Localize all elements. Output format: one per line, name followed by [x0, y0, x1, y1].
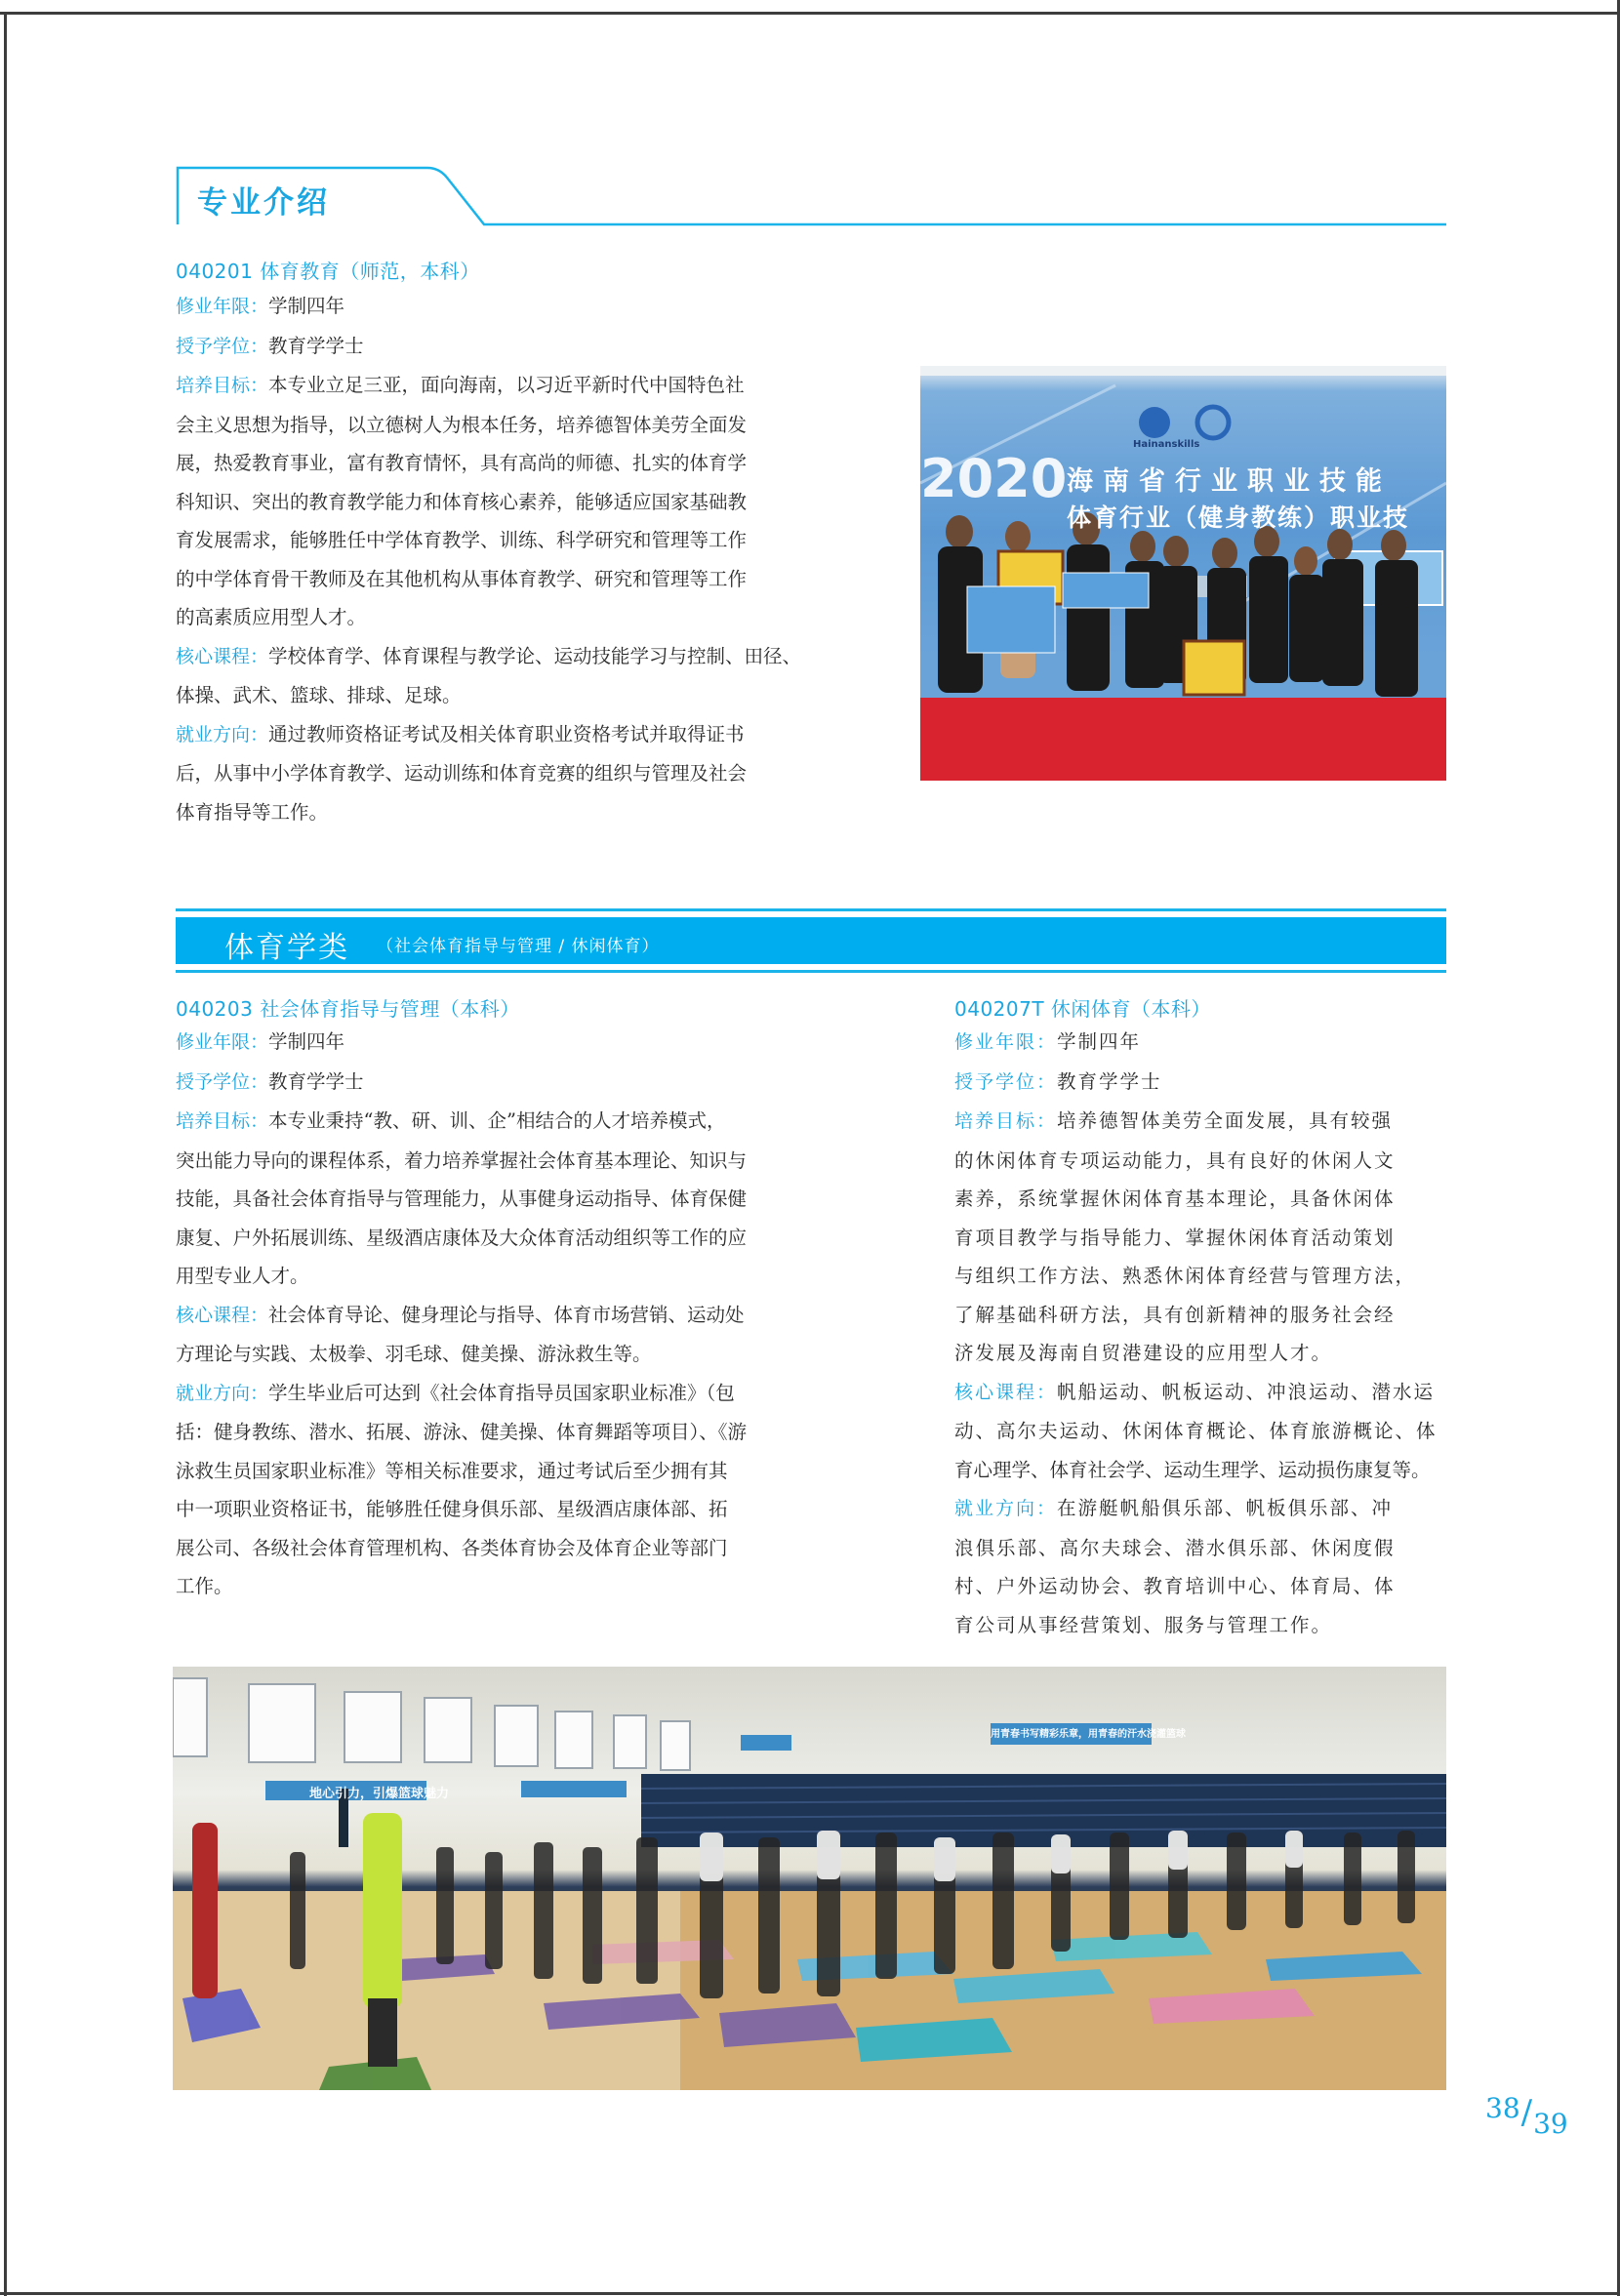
goal-text: 科知识、突出的教育教学能力和体育核心素养，能够适应国家基础教 [176, 490, 748, 513]
courses-text: 育心理学、体育社会学、运动生理学、运动损伤康复等。 [954, 1458, 1431, 1481]
award-photo-banner-line2: 体育行业（健身教练）职业技 [1067, 504, 1410, 532]
page-current: 38 [1485, 2092, 1520, 2124]
goal-text: 用型专业人才。 [176, 1265, 309, 1287]
goal-text: 与组织工作方法、熟悉休闲体育经营与管理方法， [954, 1265, 1417, 1287]
goal-text: 育发展需求，能够胜任中学体育教学、训练、科学研究和管理等工作 [176, 529, 748, 551]
degree-label: 授予学位： [176, 335, 269, 357]
duration-label: 修业年限： [176, 296, 269, 317]
award-photo [920, 366, 1446, 781]
goal-label: 培养目标： [176, 1110, 269, 1132]
goal-text: 的休闲体育专项运动能力，具有良好的休闲人文 [954, 1148, 1396, 1172]
career-text: 括：健身教练、潜水、拓展、游泳、健美操、体育舞蹈等项目）、《游 [176, 1421, 748, 1443]
band-divider-top [176, 908, 1446, 911]
degree-value: 教育学学士 [268, 1069, 364, 1093]
career-text: 在游艇帆船俱乐部、帆板俱乐部、冲 [1057, 1497, 1394, 1519]
courses-text: 学校体育学、体育课程与教学论、运动技能学习与控制、田径、 [268, 644, 802, 667]
degree-label: 授予学位： [176, 1070, 269, 1093]
career-text: 后，从事中小学体育教学、运动训练和体育竞赛的组织与管理及社会 [176, 762, 748, 785]
career-text: 体育指导等工作。 [176, 800, 329, 824]
goal-text: 本专业立足三亚，面向海南，以习近平新时代中国特色社 [268, 374, 745, 396]
goal-text: 展，热爱教育事业，富有教育情怀，具有高尚的师德、扎实的体育学 [176, 452, 748, 474]
major-title: 040207T 休闲体育（本科） [954, 997, 1211, 1021]
courses-text: 社会体育导论、健身理论与指导、体育市场营销、运动处 [268, 1303, 745, 1326]
duration-label: 修业年限： [176, 1031, 269, 1053]
career-text: 村、户外运动协会、教育培训中心、体育局、体 [954, 1575, 1396, 1597]
courses-text: 帆船运动、帆板运动、冲浪运动、潜水运 [1057, 1380, 1436, 1403]
goal-text: 素养，系统掌握休闲体育基本理论，具备休闲体 [954, 1188, 1396, 1210]
page-border-bottom [0, 2292, 1620, 2295]
courses-text: 动、高尔夫运动、休闲体育概论、体育旅游概论、体 [954, 1420, 1438, 1442]
section-header [176, 164, 1446, 226]
band-subtitle: （社会体育指导与管理 / 休闲体育） [377, 937, 660, 956]
duration-value: 学制四年 [1057, 1030, 1142, 1053]
career-text: 泳救生员国家职业标准》等相关标准要求，通过考试后至少拥有其 [176, 1459, 728, 1482]
goal-text: 的中学体育骨干教师及在其他机构从事体育教学、研究和管理等工作 [176, 567, 748, 590]
yoga-photo-illustration-icon [173, 1667, 1446, 2090]
career-label: 就业方向： [954, 1498, 1058, 1519]
degree-value: 教育学学士 [1057, 1069, 1162, 1093]
courses-text: 方理论与实践、太极拳、羽毛球、健美操、游泳救生等。 [176, 1343, 652, 1365]
career-label: 就业方向： [176, 723, 269, 745]
page-border-left [4, 12, 7, 2296]
career-text: 展公司、各级社会体育管理机构、各类体育协会及体育企业等部门 [176, 1536, 728, 1559]
career-text: 通过教师资格证考试及相关体育职业资格考试并取得证书 [268, 722, 745, 745]
goal-text: 技能，具备社会体育指导与管理能力，从事健身运动指导、体育保健 [176, 1188, 748, 1210]
goal-text: 培养德智体美劳全面发展，具有较强 [1057, 1109, 1394, 1132]
goal-text: 本专业秉持“教、研、训、企”相结合的人才培养模式， [268, 1109, 726, 1132]
band-divider-bottom [176, 970, 1446, 973]
page-separator: / [1520, 2093, 1533, 2132]
section-band [176, 917, 1446, 964]
page-total: 39 [1533, 2108, 1568, 2140]
goal-label: 培养目标： [176, 375, 269, 396]
courses-text: 体操、武术、篮球、排球、足球。 [176, 684, 462, 706]
courses-label: 核心课程： [176, 1304, 269, 1326]
goal-text: 突出能力导向的课程体系，着力培养掌握社会体育基本理论、知识与 [176, 1148, 748, 1172]
degree-label: 授予学位： [954, 1070, 1058, 1093]
duration-label: 修业年限： [954, 1031, 1058, 1053]
duration-value: 学制四年 [268, 1030, 345, 1053]
goal-text: 会主义思想为指导，以立德树人为根本任务，培养德智体美劳全面发 [176, 413, 748, 436]
page-border-top [0, 12, 1620, 15]
career-text: 浪俱乐部、高尔夫球会、潜水俱乐部、休闲度假 [954, 1536, 1396, 1559]
career-text: 育公司从事经营策划、服务与管理工作。 [954, 1613, 1333, 1636]
major-details [176, 1023, 867, 1606]
yoga-photo-wall-banner-1: 地心引力，引爆篮球魅力 [309, 1787, 450, 1801]
major-details [176, 287, 867, 831]
band-title: 体育学类 [224, 931, 349, 965]
goal-text: 康复、户外拓展训练、星级酒店康体及大众体育活动组织等工作的应 [176, 1226, 748, 1249]
yoga-class-photo [173, 1667, 1446, 2090]
award-photo-logo-text: Hainanskills [1133, 439, 1200, 450]
duration-value: 学制四年 [268, 295, 345, 317]
goal-text: 济发展及海南自贸港建设的应用型人才。 [954, 1342, 1333, 1364]
career-label: 就业方向： [176, 1382, 269, 1404]
goal-label: 培养目标： [954, 1110, 1058, 1132]
career-text: 中一项职业资格证书，能够胜任健身俱乐部、星级酒店康体部、拓 [176, 1498, 728, 1520]
major-details [954, 1023, 1446, 1644]
courses-label: 核心课程： [954, 1381, 1058, 1403]
award-photo-banner-line1: 海南省行业职业技能 [1067, 466, 1392, 497]
goal-text: 了解基础科研方法，具有创新精神的服务社会经 [954, 1303, 1396, 1326]
section-title: 专业介绍 [197, 185, 330, 221]
goal-text: 育项目教学与指导能力、掌握休闲体育活动策划 [954, 1226, 1396, 1249]
career-text: 学生毕业后可达到《社会体育指导员国家职业标准》（包 [268, 1381, 735, 1404]
award-photo-year: 2020 [920, 448, 1068, 509]
degree-value: 教育学学士 [268, 334, 364, 357]
major-title: 040201 体育教育（师范，本科） [176, 260, 480, 283]
yoga-photo-wall-banner-3: 用青春书写精彩乐章，用青春的汗水浇灌篮球 [991, 1729, 1186, 1740]
section-header-frame-icon [176, 164, 1446, 226]
courses-label: 核心课程： [176, 645, 269, 667]
goal-text: 的高素质应用型人才。 [176, 606, 367, 628]
page-number [1485, 2092, 1568, 2140]
award-photo-illustration-icon [920, 366, 1446, 781]
major-title: 040203 社会体育指导与管理（本科） [176, 997, 520, 1021]
career-text: 工作。 [176, 1575, 233, 1597]
